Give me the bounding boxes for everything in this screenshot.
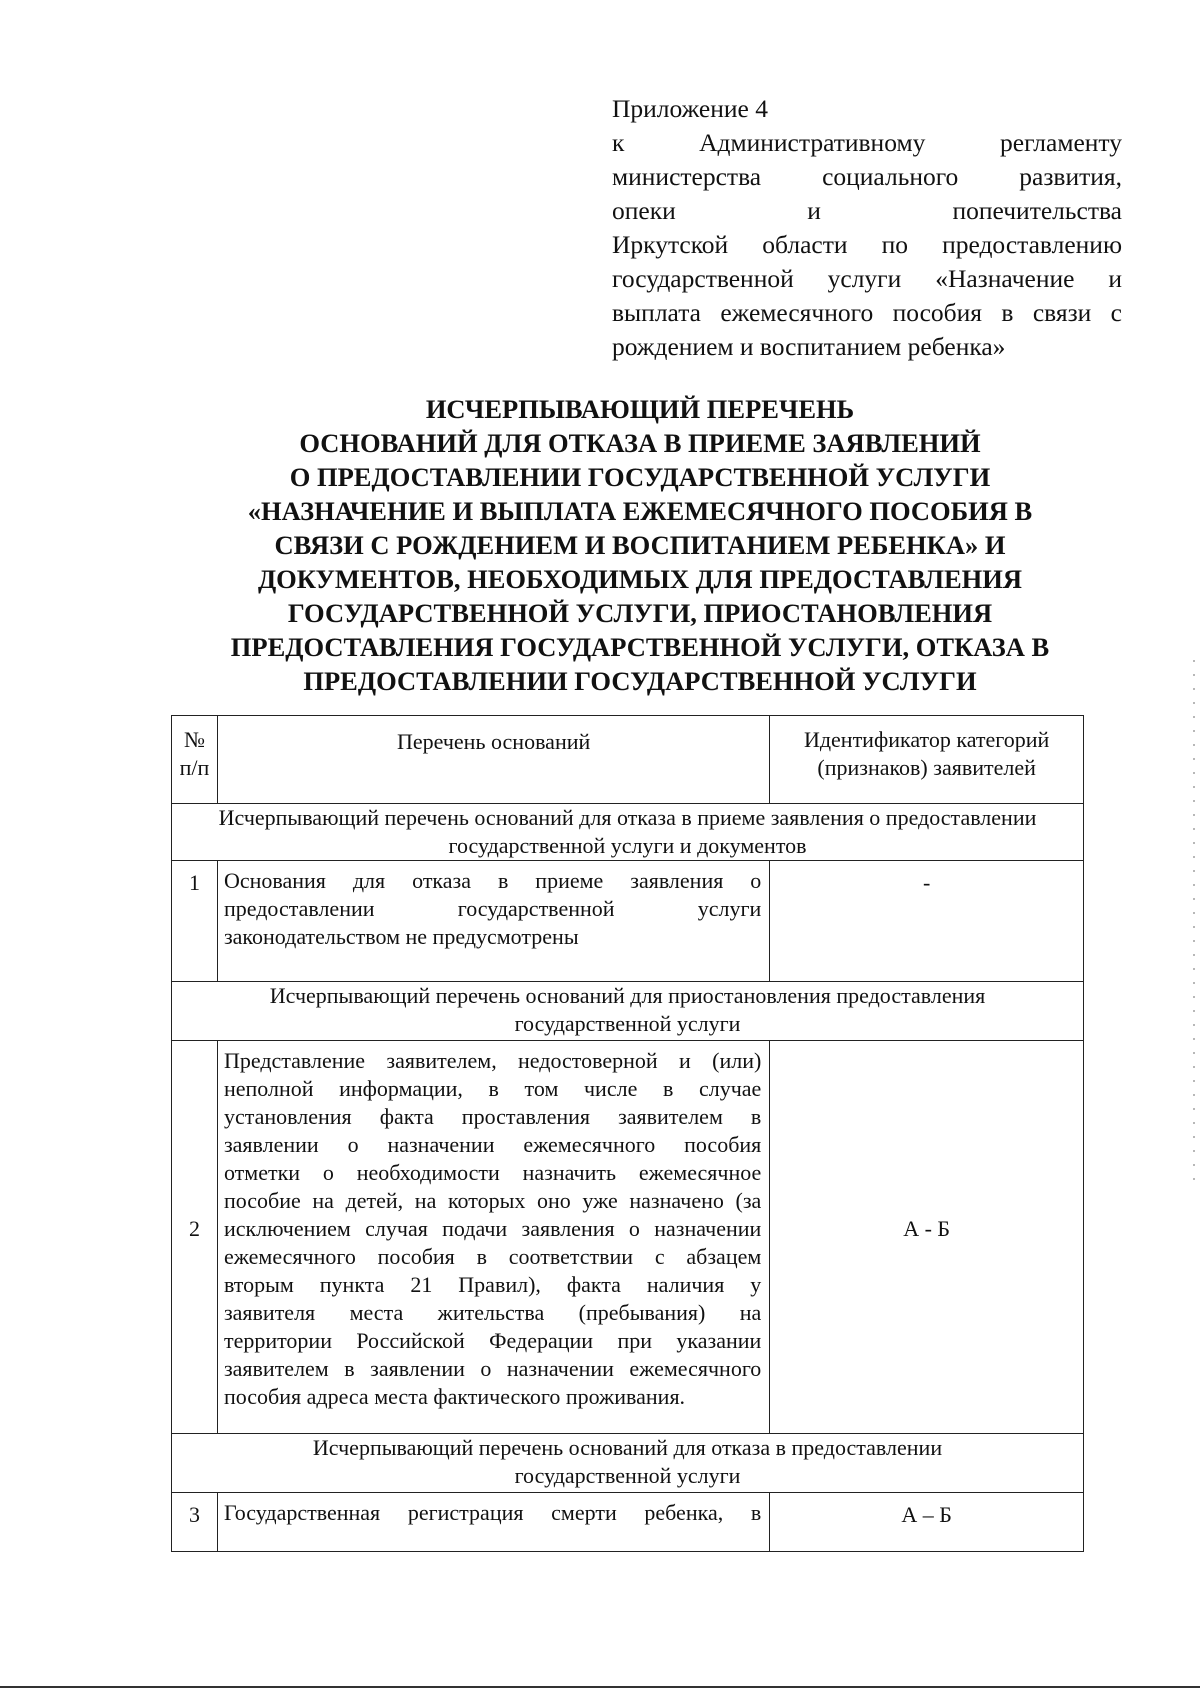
appendix-line: Иркутской области по предоставлению — [612, 230, 1122, 259]
appendix-line: выплата ежемесячного пособия в связи с — [612, 298, 1122, 327]
header-number: № п/п — [172, 716, 218, 804]
heading-line: «НАЗНАЧЕНИЕ И ВЫПЛАТА ЕЖЕМЕСЯЧНОГО ПОСОБИЯ В — [247, 496, 1033, 526]
appendix-block — [612, 92, 1122, 364]
scan-bottom-edge — [0, 1686, 1200, 1688]
heading-line: ПРЕДОСТАВЛЕНИЯ ГОСУДАРСТВЕННОЙ УСЛУГИ, ОТКАЗА В — [230, 632, 1050, 662]
row-number: 2 — [172, 1041, 218, 1434]
section-title-suspension: Исчерпывающий перечень оснований для приостановления предоставления государственной услуги — [172, 982, 1084, 1041]
table-row — [172, 1493, 1084, 1552]
row-number: 3 — [172, 1493, 218, 1552]
row-identifier: - — [770, 861, 1084, 982]
section-row — [172, 804, 1084, 861]
appendix-line: государственной услуги «Назначение и — [612, 264, 1122, 293]
heading-line: О ПРЕДОСТАВЛЕНИИ ГОСУДАРСТВЕННОЙ УСЛУГИ — [289, 462, 991, 492]
row-number: 1 — [172, 861, 218, 982]
heading-line: СВЯЗИ С РОЖДЕНИЕМ И ВОСПИТАНИЕМ РЕБЕНКА» И — [274, 530, 1006, 560]
appendix-title: Приложение 4 — [612, 94, 768, 123]
table-row — [172, 861, 1084, 982]
section-title-refusal-service: Исчерпывающий перечень оснований для отказа в предоставлении государственной услуги — [172, 1434, 1084, 1493]
heading-line: ДОКУМЕНТОВ, НЕОБХОДИМЫХ ДЛЯ ПРЕДОСТАВЛЕНИЯ — [257, 564, 1023, 594]
header-identifier: Идентификатор категорий (признаков) заявителей — [770, 716, 1084, 804]
heading-line: ПРЕДОСТАВЛЕНИИ ГОСУДАРСТВЕННОЙ УСЛУГИ — [303, 666, 977, 696]
row-grounds-text: Представление заявителем, недостоверной и (или) неполной информации, в том числе в случае установления факта проставления заявителем в заявлении о назначении ежемесячного пособия отметки о необходимости назначить ежемесячное пособие на детей, на которых оно уже назначено (за исключением случая подачи заявления о назначении ежемесячного пособия в соответствии с абзацем вторым пункта 21 Правил), факта наличия у заявителя места жительства (пребывания) на территории Российской Федерации при указании заявителем в заявлении о назначении ежемесячного пособия адреса места фактического проживания. — [217, 1041, 769, 1434]
heading-line: ИСЧЕРПЫВАЮЩИЙ ПЕРЕЧЕНЬ — [425, 394, 855, 424]
appendix-line: опеки и попечительства — [612, 196, 1122, 225]
section-row — [172, 1434, 1084, 1493]
appendix-line: министерства социального развития, — [612, 162, 1122, 191]
row-identifier: А - Б — [770, 1041, 1084, 1434]
table-row — [172, 1041, 1084, 1434]
row-identifier: А – Б — [770, 1493, 1084, 1552]
heading-line: ОСНОВАНИЙ ДЛЯ ОТКАЗА В ПРИЕМЕ ЗАЯВЛЕНИЙ — [299, 428, 981, 458]
appendix-line: рождением и воспитанием ребенка» — [612, 332, 1006, 361]
document-heading — [160, 392, 1120, 698]
scan-margin-artifact — [1193, 660, 1195, 1180]
heading-line: ГОСУДАРСТВЕННОЙ УСЛУГИ, ПРИОСТАНОВЛЕНИЯ — [287, 598, 993, 628]
section-title-refusal-acceptance: Исчерпывающий перечень оснований для отказа в приеме заявления о предоставлении государственной услуги и документов — [172, 804, 1084, 861]
header-grounds-list: Перечень оснований — [217, 716, 769, 804]
section-row — [172, 982, 1084, 1041]
row-grounds-text: Государственная регистрация смерти ребенка, в — [217, 1493, 769, 1552]
row-grounds-text: Основания для отказа в приеме заявления о предоставлении государственной услуги законодательством не предусмотрены — [217, 861, 769, 982]
table-header-row — [172, 716, 1084, 804]
grounds-table — [171, 715, 1084, 1552]
appendix-line: к Административному регламенту — [612, 128, 1122, 157]
